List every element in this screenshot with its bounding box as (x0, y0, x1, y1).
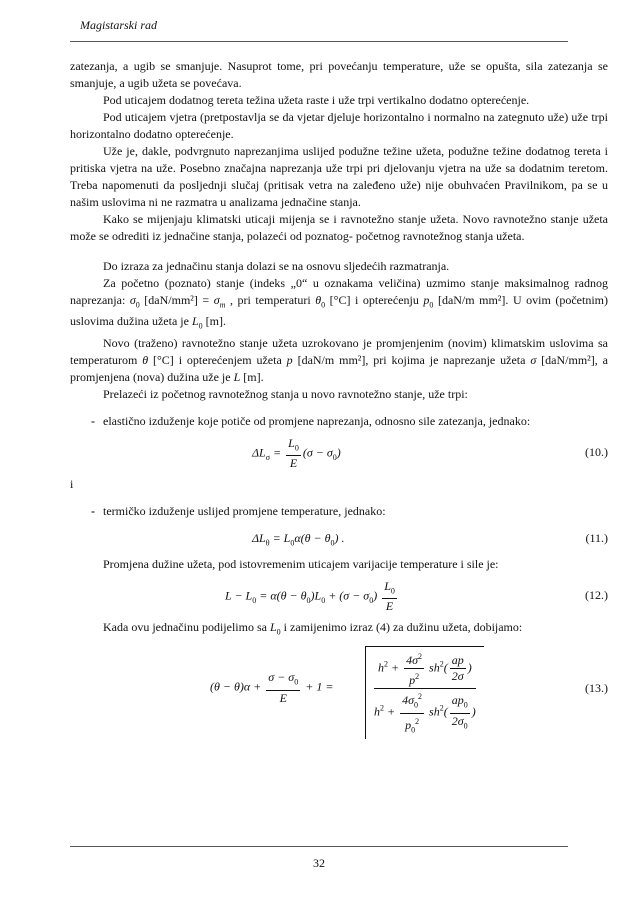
paragraph: Promjena dužine užeta, pod istovremenim uticajem varijacije temperature i sile je: (103, 556, 499, 571)
paragraph: Prelazeći iz početnog ravnotežnog stanja u novo ravnotežno stanje, uže trpi: (103, 386, 468, 401)
paragraph: Pod uticajem dodatnog tereta težina užeta raste i uže trpi vertikalno dodatno opterećenje. (103, 93, 530, 107)
running-header: Magistarski rad (80, 18, 158, 32)
list-item: - elastično izduženje koje potiče od promjene naprezanja, odnosno sile zatezanja, jednako: (91, 413, 531, 428)
equation-number: (11.) (585, 530, 608, 545)
page-number: 32 (313, 856, 325, 870)
paragraph: Do izraza za jednačinu stanja dolazi se na osnovu sljedećih razmatranja. (103, 259, 450, 273)
page-body (70, 58, 608, 744)
equation-11: $\Delta L_\theta = L_0\alpha(\theta - \theta_0)$ . (11.) (252, 530, 608, 548)
paragraph-initial-state: Za početno (poznato) stanje (indeks „0“ u oznakama veličina) uzmimo stanje maksimalnog radnog naprezanja: $\sigma_0$ $[daN/mm^2] = \sigma_m$ , pri temperaturi $\theta_0$ [°C] i opterećenju $p_0$ [daN/m mm²]. U ovim (početnim) uslovima dužina užeta je $L_0$ [m]. (70, 276, 608, 331)
equation-10: $\Delta L_\sigma$ = $\frac{L_0}{E}$ $(\sigma - \sigma_0)$ (10.) (252, 435, 608, 471)
equation-number: (13.) (585, 681, 608, 696)
equation-13: (θ − θ)α + $\frac{\sigma - \sigma_0}{E}$ + 1 = $h^2$ + $\frac{4\sigma^2}{p^2}$ $sh^2$( $\frac{ap}{2\sigma}$ ) $h^2$ + $\frac{4\sigma_0^2}{p_0^2}$ $sh^2$( $\frac{ap_0}{2\sigma_0}$ ) (13.) (70, 646, 608, 738)
paragraph: Kada ovu jednačinu podijelimo sa $L_0$ i zamijenimo izraz (4) za dužinu užeta, dobijamo: (103, 619, 523, 637)
list-item: - termičko izduženje uslijed promjene temperature, jednako: (91, 503, 386, 518)
paragraph: Uže je, dakle, podvrgnuto naprezanjima uslijed podužne težine užeta, podužne težine dodatnog tereta i pritiska vjetra na uže. Posebno značajna naprezanja uže trpi pri djelovanju vjetra na uže sa dodatnim teretom. Treba napomenuti da posljednji slučaj (pritisak vetra na zaleđeno uže) nije obuhvaćen Pravilnikom, pa se u našim uslovima ni ne razmatra u analizama jednačine stanja. (70, 144, 608, 209)
paragraph-new-state: Novo (traženo) ravnotežno stanje užeta uzrokovano je promjenjenim (novim) klimatskim uslovima sa temperaturom θ [°C] i opterećenjem užeta p [daN/m mm²], pri kojima je naprezanje užeta σ [daN/mm²], a promjenjena (nova) dužina uže je L [m]. (70, 335, 608, 384)
equation-number: (10.) (585, 444, 608, 459)
equation-number: (12.) (585, 587, 608, 602)
equation-12: $L - L_0 = \alpha(\theta - \theta_0)L_0 + (\sigma - \sigma_0)$ $\frac{L_0}{E}$ (12.) (225, 578, 608, 614)
paragraph: Kako se mijenjaju klimatski uticaji mijenja se i ravnotežno stanje užeta. Novo ravnotežno stanje užeta može se odrediti iz jednačine stanja, polazeći od poznatog- početnog ravnotežnog stanja užeta. (70, 212, 608, 243)
conjunction: i (70, 476, 74, 491)
paragraph: zatezanja, a ugib se smanjuje. Nasuprot tome, pri povećanju temperature, uže se opušta, sila zatezanja se smanjuje, a ugib užeta se povećava. (70, 59, 608, 90)
footer-rule (70, 846, 568, 847)
paragraph: Pod uticajem vjetra (pretpostavlja se da vjetar djeluje horizontalno i normalno na zategnuto uže) uže trpi horizontalno dodatno opterećenje. (70, 110, 608, 141)
header-rule (70, 41, 568, 42)
